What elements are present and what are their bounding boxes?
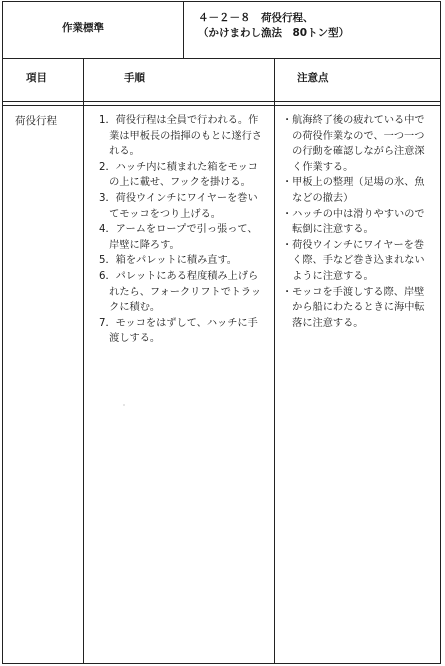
procedure-line: クに積む。 bbox=[99, 302, 161, 314]
scan-speck bbox=[123, 404, 125, 406]
notes-line: ・甲板上の整理（足場の氷、魚 bbox=[282, 177, 425, 189]
procedure-line: てモッコをつり上げる。 bbox=[99, 208, 221, 220]
procedure-line: れる。 bbox=[99, 146, 140, 158]
notes-cell bbox=[282, 113, 425, 331]
header-label: 作業標準 bbox=[62, 22, 104, 34]
work-standard-sheet bbox=[2, 1, 441, 664]
column-header-notes: 注意点 bbox=[297, 72, 329, 84]
procedure-line: れたら、フォークリフトでトラッ bbox=[99, 286, 262, 298]
column-header-procedure: 手順 bbox=[124, 72, 145, 84]
notes-line: ・航海終了後の疲れている中で bbox=[282, 115, 425, 126]
procedure-line: 7．モッコをはずして、ハッチに手 bbox=[99, 317, 258, 329]
header-vertical-divider bbox=[183, 2, 184, 58]
procedure-column-divider bbox=[274, 58, 275, 663]
procedure-line: 4．アームをロープで引っ張って、 bbox=[99, 224, 258, 236]
notes-line: などの撤去） bbox=[282, 192, 354, 204]
notes-line: ・ハッチの中は滑りやすいので bbox=[282, 208, 425, 220]
notes-line: 転倒に注意する。 bbox=[282, 224, 374, 236]
procedure-line: 6．パレットにある程度積み上げら bbox=[99, 270, 259, 282]
procedure-line: 1．荷役行程は全員で行われる。作 bbox=[99, 115, 259, 126]
notes-line: く際、手など巻き込まれない bbox=[282, 255, 425, 267]
notes-line: ・荷役ウインチにワイヤーを巻 bbox=[282, 239, 425, 251]
column-header-divider bbox=[3, 101, 440, 102]
column-header-item: 項目 bbox=[26, 72, 47, 84]
item-column-divider bbox=[83, 58, 84, 663]
header-divider bbox=[3, 58, 440, 59]
procedure-line: 岸壁に降ろす。 bbox=[99, 239, 180, 251]
procedure-line: 3．荷役ウインチにワイヤーを巻い bbox=[99, 192, 258, 204]
procedure-line: 業は甲板長の指揮のもとに遂行さ bbox=[99, 130, 262, 142]
procedure-cell bbox=[99, 113, 262, 347]
procedure-line: の上に載せ、フックを掛ける。 bbox=[99, 177, 251, 189]
column-header-divider-double bbox=[3, 105, 440, 106]
notes-line: の行動を確認しながら注意深 bbox=[282, 146, 425, 158]
notes-line: ・モッコを手渡しする際、岸壁 bbox=[282, 286, 425, 298]
row-item-label: 荷役行程 bbox=[15, 115, 57, 127]
notes-line: ように注意する。 bbox=[282, 270, 374, 282]
document-subtitle: （かけまわし漁法 80トン型） bbox=[198, 27, 350, 39]
notes-line: の荷役作業なので、一つ一つ bbox=[282, 130, 425, 142]
procedure-line: 渡しする。 bbox=[99, 333, 161, 345]
procedure-line: 2．ハッチ内に積まれた箱をモッコ bbox=[99, 161, 258, 173]
notes-line: く作業する。 bbox=[282, 161, 354, 173]
procedure-line: 5．箱をパレットに積み直す。 bbox=[99, 255, 237, 267]
notes-line: 落に注意する。 bbox=[282, 317, 364, 329]
notes-line: から船にわたるときに海中転 bbox=[282, 302, 425, 314]
document-title: ４－２－８ 荷役行程、 bbox=[198, 12, 314, 24]
